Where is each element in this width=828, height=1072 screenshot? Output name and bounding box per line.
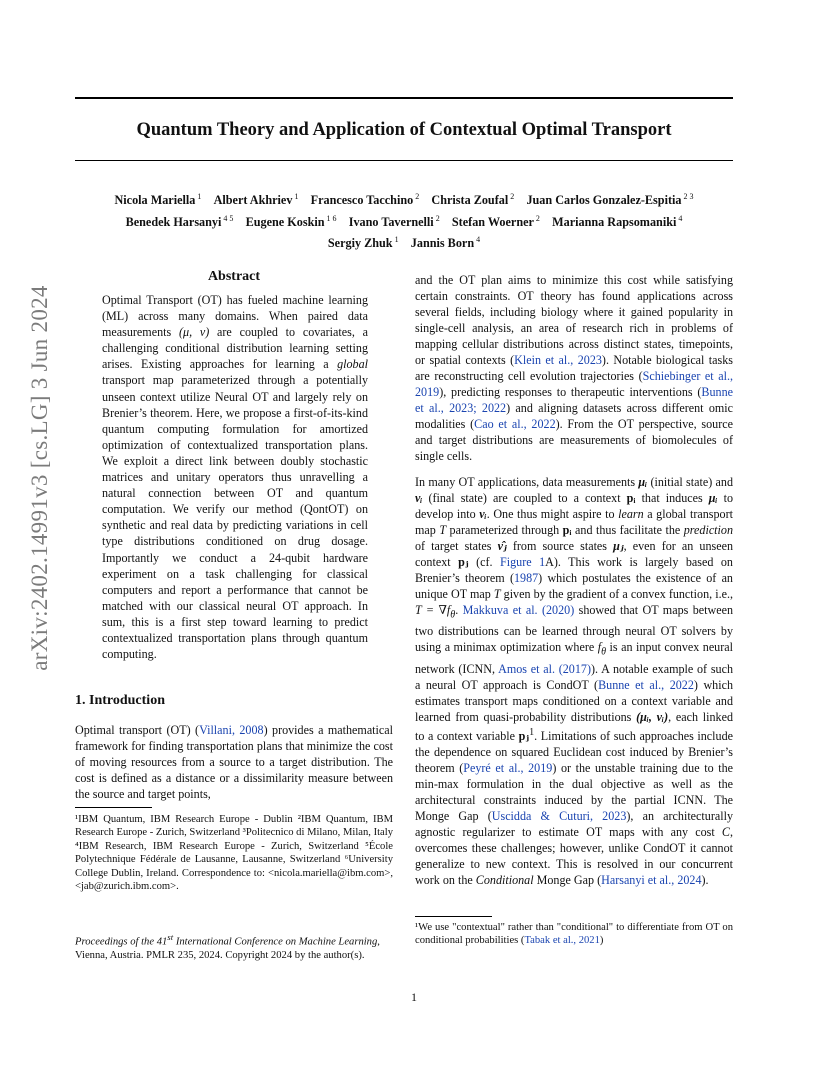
author-line-3	[75, 231, 733, 253]
citation-link[interactable]: Klein et al., 2023	[514, 353, 602, 367]
author-affiliation-marker: 1 6	[324, 213, 337, 223]
title-bottom-rule	[75, 160, 733, 161]
citation-link[interactable]: Villani, 2008	[199, 723, 264, 737]
author-name: Albert Akhriev	[213, 193, 293, 208]
author-line-1	[75, 188, 733, 210]
affiliations-footnote: ¹IBM Quantum, IBM Research Europe - Dublin ²IBM Quantum, IBM Research Europe - Zurich, Switzerland ³Politecnico di Milano, Milan, Italy ⁴IBM Research, IBM Research Europe - Zurich, Switzerland ⁵École Polytechnique Fédérale de Lausanne, Lausanne, Switzerland ⁶University College Dublin, Ireland. Correspondence to: <nicola.mariella@ibm.com>, <jab@zurich.ibm.com>.	[75, 814, 393, 893]
author-affiliation-marker: 2	[533, 213, 540, 223]
citation-link[interactable]: Schiebinger et al., 2019	[415, 369, 733, 399]
citation-link[interactable]: 1987	[513, 571, 539, 585]
citation-link[interactable]: Harsanyi et al., 2024	[601, 872, 702, 887]
author-list	[75, 188, 733, 253]
abstract-heading: Abstract	[207, 269, 261, 284]
citation-link[interactable]: Cao et al., 2022	[474, 417, 556, 431]
author-name: Nicola Mariella	[114, 193, 196, 208]
author-affiliation-marker: 2	[508, 192, 515, 201]
author-name: Marianna Rapsomaniki	[552, 214, 677, 229]
author-name: Christa Zoufal	[431, 193, 509, 208]
citation-link[interactable]: Uscidda & Cuturi, 2023	[491, 808, 627, 823]
author-name: Jannis Born	[410, 236, 475, 251]
citation-link[interactable]: Makkuva et al. (2020)	[462, 603, 575, 617]
author-line-2	[75, 210, 733, 232]
page-number: 1	[411, 990, 417, 1004]
author-name: Francesco Tacchino	[310, 193, 414, 208]
citation-link[interactable]: Bunne et al., 2023; 2022	[415, 385, 733, 415]
citation-link[interactable]: Bunne et al., 2022	[598, 677, 694, 692]
author-affiliation-marker: 4	[676, 213, 683, 223]
math: (μ, ν)	[178, 325, 210, 340]
right-paragraph-1: and the OT plan aims to minimize this cost while satisfying certain constraints. OT theory has found applications across several fields, including biology where it gained popularity in single-cell analysis, an area of research rich in problems of mapping cellular distributions across distinct states, timepoints, or spatial contexts (Klein et al., 2023). Notable biological tasks are reconstructing cell evolution trajectories (Schiebinger et al., 2019), predicting responses to therapeutic interventions (Bunne et al., 2023; 2022) and aligning datasets across different omic modalities (Cao et al., 2022). From the OT perspective, source and target distributions are measurements of biomolecules of single cells.	[415, 273, 734, 463]
author-affiliation-marker: 1	[195, 192, 202, 201]
right-paragraph-2: In many OT applications, data measurements μᵢ (initial state) and νᵢ (final state) are coupled to a context pᵢ that induces μᵢ to develop into νᵢ. One thus might aspire to learn a global transport map T parameterized through pᵢ and thus facilitate the prediction of target states ν̂ⱼ from source states μⱼ, even for an unseen context pⱼ (cf. Figure 1A). This work is largely based on Brenier’s theorem (1987) which postulates the existence of an unique OT map T given by the gradient of a convex function, i.e., $T = \nabla f_\theta$. Makkuva et al. (2020) showed that OT maps between two distributions can be learned through neural OT solvers by using a minimax optimization where $f_\theta$ is an input convex neural network (ICNN, Amos et al. (2017)). A notable example of such a neural OT approach is CondOT (Bunne et al., 2022) which estimates transport maps conditioned on a context variable and learned from quasi-probability distributions (μᵢ, νᵢ), each linked to a context variable pⱼ$^1$. Limitations of such approaches include the dependence on squared Euclidean cost induced by Brenier’s theorem (Peyré et al., 2019) or the unstable training due to the min-max formulation in the dual objective as well as the architectural constraints induced by the partial ICNN. The Monge Gap (Uscidda & Cuturi, 2023), an architecturally agnostic regularizer to estimate OT maps with any cost C, overcomes these challenges; however, unlike CondOT it cannot generalize to new context. This is resolved in our concurrent work on the Conditional Monge Gap (Harsanyi et al., 2024).	[415, 475, 734, 887]
arxiv-identifier: arXiv:2402.14991v3 [cs.LG] 3 Jun 2024	[27, 285, 52, 671]
author-name: Juan Carlos Gonzalez-Espitia	[526, 193, 682, 208]
paper-title: Quantum Theory and Application of Contextual Optimal Transport	[136, 120, 672, 140]
author-affiliation-marker: 4	[474, 235, 481, 245]
proceedings-note: Proceedings of the 41st International Conference on Machine Learning, Vienna, Austria. PMLR 235, 2024. Copyright 2024 by the author(s).	[75, 932, 380, 961]
author-name: Stefan Woerner	[451, 214, 534, 229]
author-affiliation-marker: 2	[413, 192, 420, 201]
author-name: Eugene Koskin	[245, 214, 325, 229]
citation-link[interactable]: Peyré et al., 2019	[463, 760, 553, 775]
author-affiliation-marker: 1	[292, 192, 299, 201]
author-name: Ivano Tavernelli	[348, 214, 434, 229]
author-affiliation-marker: 2 3	[681, 192, 694, 201]
footnote-rule-left	[75, 807, 152, 808]
footnote-rule-right	[415, 916, 492, 917]
citation-link[interactable]: Amos et al. (2017)	[498, 661, 591, 676]
intro-paragraph: Optimal transport (OT) (Villani, 2008) provides a mathematical framework for finding transportation plans that minimize the cost of moving resources from a source to a target distribution. The cost is defined as a distance or a dissimilarity measure between the source and target points,	[75, 723, 393, 801]
abstract-body: Optimal Transport (OT) has fueled machine learning (ML) across many domains. When paired data measurements (μ, ν) are coupled to covariates, a challenging conditional distribution learning setting arises. Existing approaches for learning a global transport map parameterized through a potentially unseen context utilize Neural OT and largely rely on Brenier’s theorem. Here, we propose a first-of-its-kind quantum computing formulation for amortized optimization of contextualized transportation plans. We exploit a direct link between doubly stochastic matrices and unitary operators thus unravelling a natural connection between OT and quantum computation. We verify our method (QontOT) on synthetic and real data by predicting variations in cell type distributions conditioned on drug dosage. Importantly we conduct a 24-qubit hardware experiment on a task challenging for classical computers and report a performance that cannot be matched with our classical neural OT approach. In sum, this is a first step toward learning to predict contextualized transportation plans through quantum computing.	[102, 293, 369, 662]
author-affiliation-marker: 2	[433, 213, 440, 223]
title-top-rule	[75, 97, 733, 99]
author-name: Benedek Harsanyi	[125, 214, 222, 229]
section-heading-introduction: 1. Introduction	[75, 693, 165, 708]
author-affiliation-marker: 4 5	[221, 213, 234, 223]
figure-link[interactable]: Figure 1	[500, 555, 546, 569]
contextual-footnote: ¹We use "contextual" rather than "conditional" to differentiate from OT on conditional probabilities (Tabak et al., 2021)	[415, 922, 733, 947]
author-affiliation-marker: 1	[392, 235, 399, 245]
author-name: Sergiy Zhuk	[327, 236, 393, 251]
citation-link[interactable]: Tabak et al., 2021	[524, 935, 600, 947]
